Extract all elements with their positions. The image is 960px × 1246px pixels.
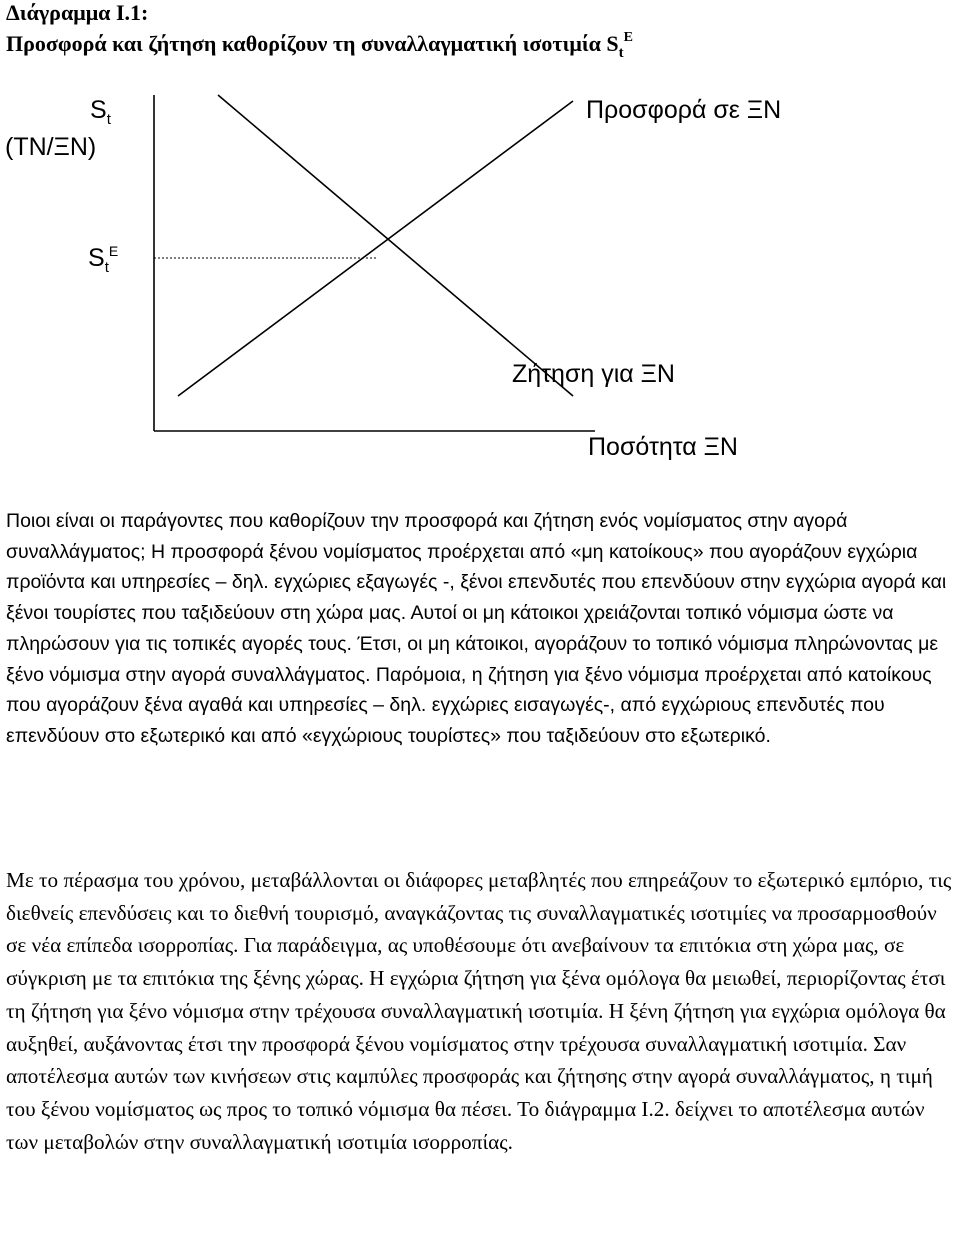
- figure-number: Διάγραμμα Ι.1:: [6, 0, 149, 25]
- caption-text: Προσφορά και ζήτηση καθορίζουν τη συναλλαγματική ισοτιμία S: [6, 31, 619, 56]
- x-axis-label: Ποσότητα ΞΝ: [588, 433, 738, 461]
- caption-superscript: E: [623, 30, 634, 45]
- supply-curve-label: Προσφορά σε ΞΝ: [586, 96, 782, 124]
- equilibrium-rate-label: $S_t^E$: [88, 243, 119, 276]
- caption-subscript: t: [618, 45, 624, 61]
- paragraph-supply-demand-factors: Ποιοι είναι οι παράγοντες που καθορίζουν την προσφορά και ζήτηση ενός νομίσματος στην αγορά συναλλάγματος; Η προσφορά ξένου νομίσματος προέρχεται από «μη κατοίκους» που αγοράζουν εγχώρια προϊόντα και υπηρεσίες – δηλ. εγχώριες εξαγωγές -, ξένοι επενδυτές που επενδύουν στην εγχώρια αγορά και ξένοι τουρίστες που ταξιδεύουν στη χώρα μας. Αυτοί οι μη κάτοικοι χρειάζονται τοπικό νόμισμα ώστε να πληρώσουν για τις τοπικές αγορές τους. Έτσι, οι μη κάτοικοι, αγοράζουν το τοπικό νόμισμα πληρώνοντας με ξένο νόμισμα στην αγορά συναλλάγματος. Παρόμοια, η ζήτηση για ξένο νόμισμα προέρχεται από κατοίκους που αγοράζουν ξένα αγαθά και υπηρεσίες – δηλ. εγχώριες εισαγωγές-, από εγχώριους επενδυτές που επενδύουν στο εξωτερικό και από «εγχώριους τουρίστες» που ταξιδεύουν στο εξωτερικό.: [6, 510, 947, 747]
- y-axis-symbol: $S_t$: [90, 96, 111, 128]
- paragraph-exchange-rate-adjustment: Με το πέρασμα του χρόνου, μεταβάλλονται οι διάφορες μεταβλητές που επηρεάζουν το εξωτερικό εμπόριο, τις διεθνείς επενδύσεις και το διεθνή τουρισμό, αναγκάζοντας τις συναλλαγματικές ισοτιμίες να προσαρμοσθούν σε νέα επίπεδα ισορροπίας. Για παράδειγμα, ας υποθέσουμε ότι ανεβαίνουν τα επιτόκια στη χώρα μας, σε σύγκριση με τα επιτόκια της ξένης χώρας. Η εγχώρια ζήτηση για ξένα ομόλογα θα μειωθεί, περιορίζοντας έτσι τη ζήτηση για ξένο νόμισμα στην τρέχουσα συναλλαγματική ισοτιμία. Η ξένη ζήτηση για εγχώρια ομόλογα θα αυξηθεί, αυξάνοντας έτσι την προσφορά ξένου νομίσματος στην τρέχουσα συναλλαγματική ισοτιμία. Σαν αποτέλεσμα αυτών των κινήσεων στις καμπύλες προσφοράς και ζήτησης στην αγορά συναλλάγματος, η τιμή του ξένου νομίσματος ως προς το τοπικό νόμισμα θα πέσει. Το διάγραμμα Ι.2. δείχνει το αποτέλεσμα αυτών των μεταβολών στην συναλλαγματική ισοτιμία ισορροπίας.: [6, 868, 952, 1154]
- y-axis-units: (ΤΝ/ΞΝ): [5, 133, 97, 161]
- demand-curve-label: Ζήτηση για ΞΝ: [512, 360, 675, 388]
- supply-demand-diagram: [0, 0, 960, 500]
- supply-curve: [178, 101, 573, 396]
